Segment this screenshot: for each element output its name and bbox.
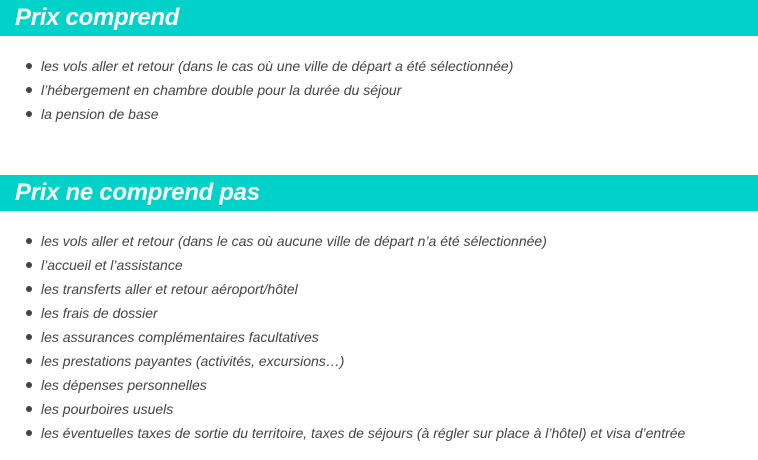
bullet-icon: [26, 63, 32, 69]
excluded-heading: Prix ne comprend pas: [0, 175, 758, 211]
bullet-icon: [26, 334, 32, 340]
list-item: [0, 78, 513, 102]
list-item: [0, 325, 685, 349]
list-item-text: les transferts aller et retour aéroport/hôtel: [41, 281, 298, 297]
bullet-icon: [26, 430, 32, 436]
bullet-icon: [26, 310, 32, 316]
bullet-icon: [26, 406, 32, 412]
included-list: [0, 54, 513, 126]
list-item-text: les dépenses personnelles: [41, 377, 207, 393]
list-item-text: les vols aller et retour (dans le cas où aucune ville de départ n’a été sélectionnée): [41, 233, 547, 249]
list-item-text: la pension de base: [41, 106, 159, 122]
list-item-text: l’hébergement en chambre double pour la durée du séjour: [41, 82, 402, 98]
list-item: [0, 421, 685, 445]
bullet-icon: [26, 87, 32, 93]
list-item-text: les pourboires usuels: [41, 401, 174, 417]
list-item: [0, 397, 685, 421]
list-item: [0, 54, 513, 78]
bullet-icon: [26, 382, 32, 388]
bullet-icon: [26, 262, 32, 268]
list-item-text: les frais de dossier: [41, 305, 158, 321]
list-item: [0, 253, 685, 277]
bullet-icon: [26, 286, 32, 292]
list-item: [0, 277, 685, 301]
list-item-text: l’accueil et l’assistance: [41, 257, 183, 273]
list-item: [0, 229, 685, 253]
bullet-icon: [26, 358, 32, 364]
list-item-text: les prestations payantes (activités, excursions…): [41, 353, 345, 369]
list-item: [0, 373, 685, 397]
bullet-icon: [26, 238, 32, 244]
bullet-icon: [26, 111, 32, 117]
included-heading: Prix comprend: [0, 0, 758, 36]
list-item: [0, 349, 685, 373]
list-item-text: les assurances complémentaires facultatives: [41, 329, 319, 345]
excluded-list: [0, 229, 685, 445]
list-item: [0, 102, 513, 126]
list-item-text: les éventuelles taxes de sortie du territoire, taxes de séjours (à régler sur place à l’hôtel) et visa d’entrée: [41, 425, 686, 441]
list-item: [0, 301, 685, 325]
list-item-text: les vols aller et retour (dans le cas où une ville de départ a été sélectionnée): [41, 58, 514, 74]
